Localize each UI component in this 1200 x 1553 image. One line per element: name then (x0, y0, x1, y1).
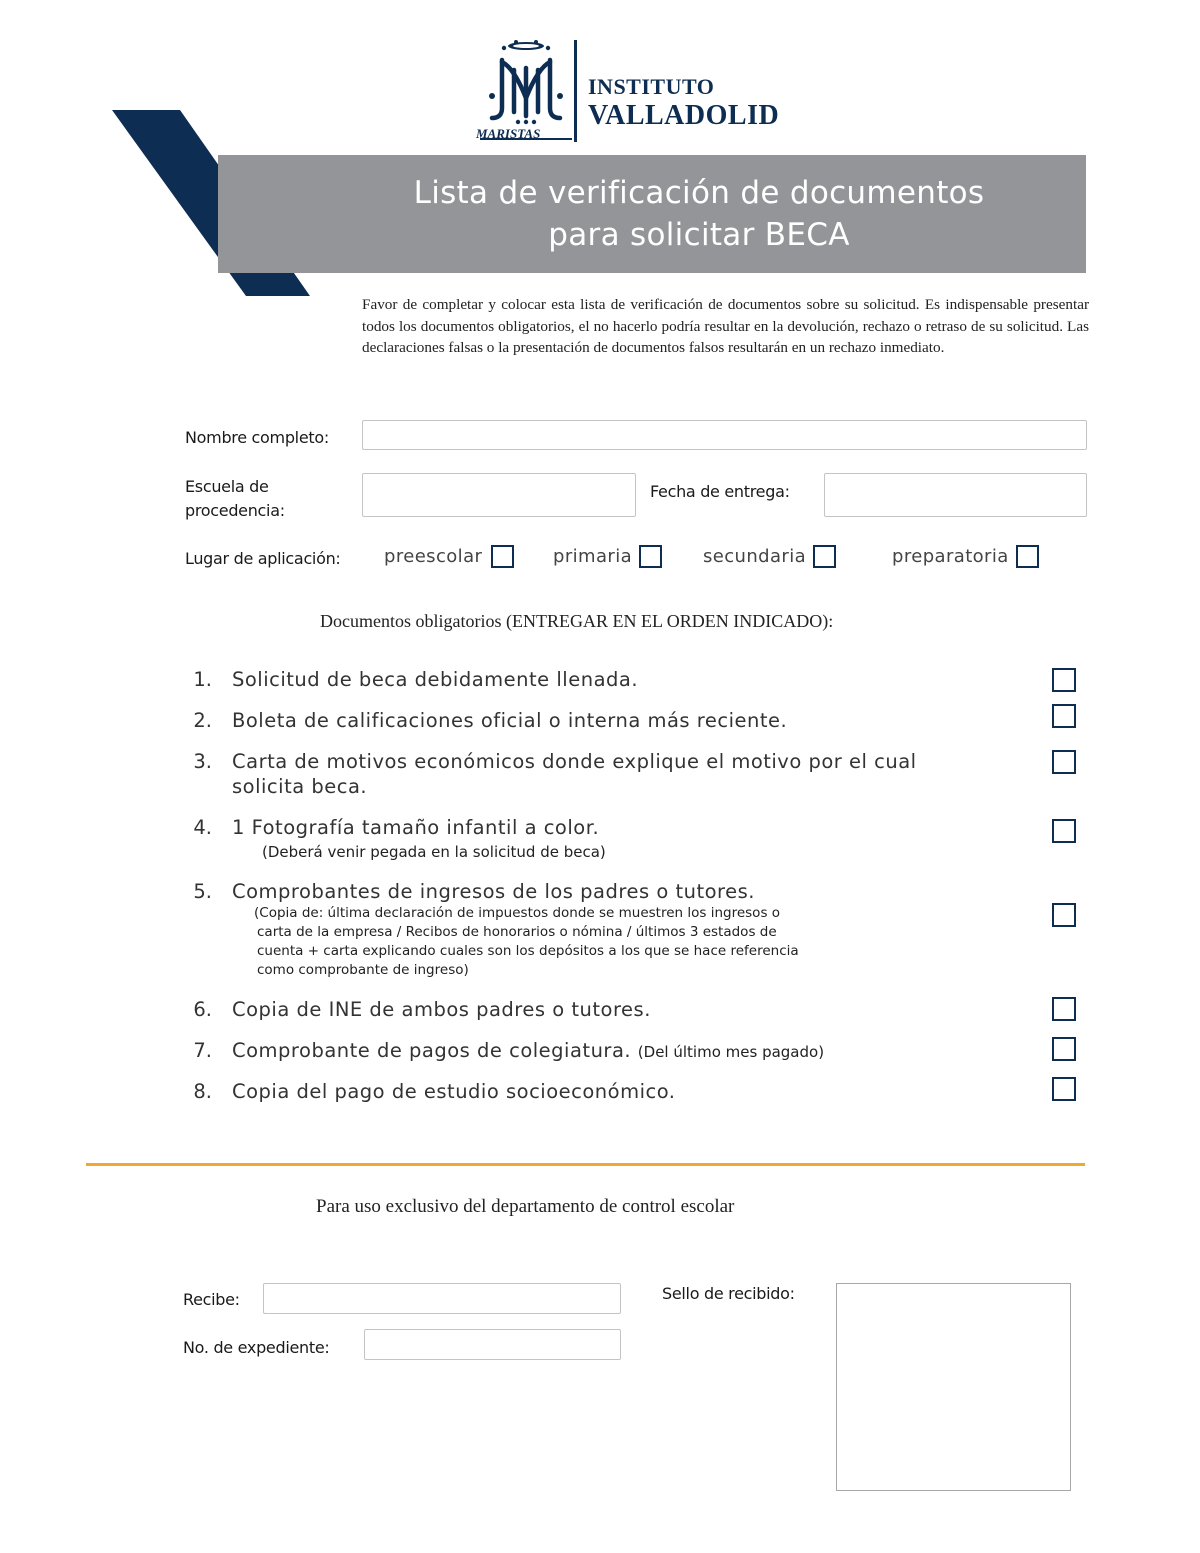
doc-1-checkbox[interactable] (1052, 668, 1076, 692)
doc-2-checkbox[interactable] (1052, 704, 1076, 728)
doc-1-number: 1. (193, 668, 212, 691)
documents-heading: Documentos obligatorios (ENTREGAR EN EL ORDEN INDICADO): (320, 611, 834, 631)
doc-7-number: 7. (193, 1039, 212, 1062)
doc-5-note (254, 904, 854, 980)
school-field[interactable] (362, 473, 636, 517)
doc-4-checkbox[interactable] (1052, 819, 1076, 843)
doc-2-text: Boleta de calificaciones oficial o interna más reciente. (232, 709, 788, 732)
school-label-line-2: procedencia: (185, 501, 285, 520)
name-field[interactable] (362, 420, 1087, 450)
date-field[interactable] (824, 473, 1087, 517)
doc-5-number: 5. (193, 880, 212, 903)
page-title (218, 172, 1180, 256)
date-label: Fecha de entrega: (650, 482, 790, 501)
doc-5-note-line-4: como comprobante de ingreso) (257, 962, 469, 978)
logo-text-valladolid: VALLADOLID (588, 100, 780, 131)
receives-field[interactable] (263, 1283, 621, 1314)
doc-5-text: Comprobantes de ingresos de los padres o tutores. (232, 880, 755, 903)
school-label-line-1: Escuela de (185, 477, 269, 496)
level-preescolar-label: preescolar (384, 546, 483, 567)
doc-4-text: 1 Fotografía tamaño infantil a color. (232, 816, 600, 839)
doc-8-text: Copia del pago de estudio socioeconómico. (232, 1080, 676, 1103)
level-primaria-checkbox[interactable] (639, 545, 662, 568)
stamp-label: Sello de recibido: (662, 1284, 795, 1303)
doc-7-text (232, 1039, 824, 1062)
page-title-line-2: para solicitar BECA (548, 217, 850, 253)
doc-4-number: 4. (193, 816, 212, 839)
doc-5-checkbox[interactable] (1052, 903, 1076, 927)
doc-3-text: Carta de motivos económicos donde explique el motivo por el cual (232, 750, 917, 773)
logo-maristas-text: MARISTAS (476, 126, 541, 141)
doc-2-number: 2. (193, 709, 212, 732)
stamp-box (836, 1283, 1071, 1491)
doc-4-note: (Deberá venir pegada en la solicitud de beca) (262, 843, 606, 861)
receives-label: Recibe: (183, 1290, 240, 1309)
file-number-field[interactable] (364, 1329, 621, 1360)
section-divider (86, 1163, 1085, 1166)
doc-6-checkbox[interactable] (1052, 997, 1076, 1021)
level-preparatoria-label: preparatoria (892, 546, 1009, 567)
doc-3-text-cont: solicita beca. (232, 775, 368, 798)
doc-7-main: Comprobante de pagos de colegiatura. (232, 1039, 632, 1062)
logo-text-instituto: INSTITUTO (588, 74, 715, 99)
level-secundaria-checkbox[interactable] (813, 545, 836, 568)
office-use-heading: Para uso exclusivo del departamento de control escolar (316, 1196, 735, 1217)
doc-5-note-line-2: carta de la empresa / Recibos de honorarios o nómina / últimos 3 estados de (257, 924, 777, 940)
doc-3-checkbox[interactable] (1052, 750, 1076, 774)
doc-7-checkbox[interactable] (1052, 1037, 1076, 1061)
level-preparatoria-checkbox[interactable] (1016, 545, 1039, 568)
level-primaria-label: primaria (553, 546, 633, 567)
intro-paragraph: Favor de completar y colocar esta lista de verificación de documentos sobre su solicitud. Es indispensable presentar todos los documentos obligatorios, el no hacerlo podría resultar en la devolución, rechazo o retraso de su solicitud. Las declaraciones falsas o la presentación de documentos falsos resultarán en un rechazo inmediato. (362, 296, 1089, 356)
doc-6-text: Copia de INE de ambos padres o tutores. (232, 998, 651, 1021)
level-secundaria-label: secundaria (703, 546, 807, 567)
name-label: Nombre completo: (185, 428, 329, 447)
school-label (185, 475, 285, 523)
doc-5-note-line-3: cuenta + carta explicando cuales son los depósitos a los que se hace referencia (257, 943, 799, 959)
doc-3-number: 3. (193, 750, 212, 773)
doc-5-note-line-1: (Copia de: última declaración de impuestos donde se muestren los ingresos o (254, 905, 781, 921)
page-title-line-1: Lista de verificación de documentos (413, 175, 985, 211)
level-label: Lugar de aplicación: (185, 549, 341, 568)
doc-6-number: 6. (193, 998, 212, 1021)
file-number-label: No. de expediente: (183, 1338, 330, 1357)
doc-7-note: (Del último mes pagado) (637, 1043, 825, 1061)
doc-8-number: 8. (193, 1080, 212, 1103)
logo-divider (574, 40, 577, 142)
doc-8-checkbox[interactable] (1052, 1077, 1076, 1101)
doc-1-text: Solicitud de beca debidamente llenada. (232, 668, 639, 691)
level-preescolar-checkbox[interactable] (491, 545, 514, 568)
